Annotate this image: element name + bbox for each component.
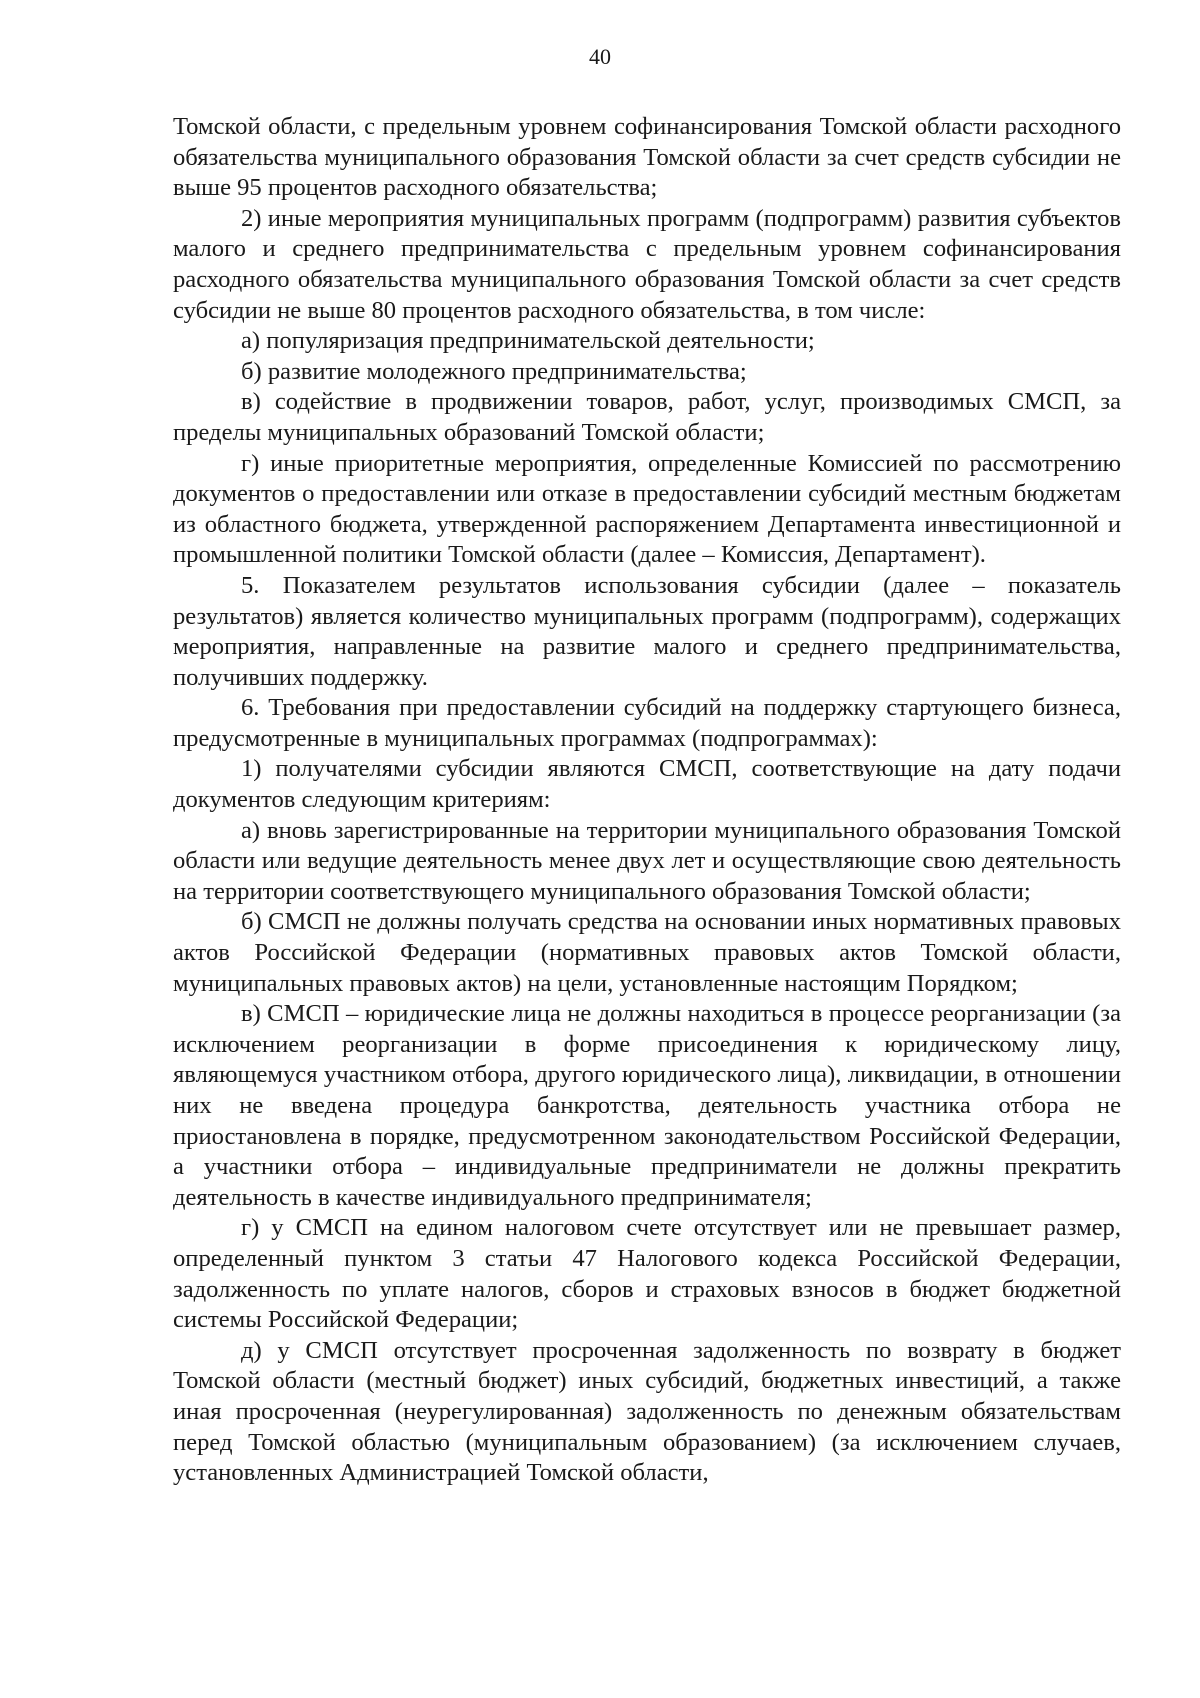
paragraph: 2) иные мероприятия муниципальных программ (подпрограмм) развития субъектов малого и среднего предпринимательства с предельным уровнем софинансирования расходного обязательства муниципального образования Томской области за счет средств субсидии не выше 80 процентов расходного обязательства, в том числе: (173, 204, 1121, 324)
paragraph: 1) получателями субсидии являются СМСП, соответствующие на дату подачи документов следующим критериям: (173, 755, 1121, 814)
paragraph: в) СМСП – юридические лица не должны находиться в процессе реорганизации (за исключением реорганизации в форме присоединения к юридическому лицу, являющемуся участником отбора, другого юридического лица), ликвидации, в отношении них не введена процедура банкротства, деятельность участника отбора не приостановлена в порядке, предусмотренном законодательством Российской Федерации, а участники отбора – индивидуальные предприниматели не должны прекратить деятельность в качестве индивидуального предпринимателя; (173, 1000, 1121, 1211)
paragraph: в) содействие в продвижении товаров, работ, услуг, производимых СМСП, за пределы муниципальных образований Томской области; (173, 388, 1121, 446)
document-body (173, 112, 1121, 1489)
paragraph: а) популяризация предпринимательской деятельности; (241, 327, 815, 355)
page-number: 40 (589, 44, 611, 69)
paragraph: д) у СМСП отсутствует просроченная задолженность по возврату в бюджет Томской области (местный бюджет) иных субсидий, бюджетных инвестиций, а также иная просроченная (неурегулированная) задолженность по денежным обязательствам перед Томской областью (муниципальным образованием) (за исключением случаев, установленных Администрацией Томской области, (173, 1336, 1121, 1487)
paragraph: г) у СМСП на едином налоговом счете отсутствует или не превышает размер, определенный пунктом 3 статьи 47 Налогового кодекса Российской Федерации, задолженность по уплате налогов, сборов и страховых взносов в бюджет бюджетной системы Российской Федерации; (173, 1214, 1121, 1334)
paragraph: 6. Требования при предоставлении субсидий на поддержку стартующего бизнеса, предусмотренные в муниципальных программах (подпрограммах): (173, 694, 1121, 752)
paragraph: г) иные приоритетные мероприятия, определенные Комиссией по рассмотрению документов о предоставлении или отказе в предоставлении субсидий местным бюджетам из областного бюджета, утвержденной распоряжением Департамента инвестиционной и промышленной политики Томской области (далее – Комиссия, Департамент). (173, 449, 1121, 569)
paragraph: 5. Показателем результатов использования субсидии (далее – показатель результатов) является количество муниципальных программ (подпрограмм), содержащих мероприятия, направленные на развитие малого и среднего предпринимательства, получивших поддержку. (173, 571, 1121, 691)
paragraph: б) СМСП не должны получать средства на основании иных нормативных правовых актов Российской Федерации (нормативных правовых актов Томской области, муниципальных правовых актов) на цели, установленные настоящим Порядком; (173, 908, 1121, 997)
paragraph: а) вновь зарегистрированные на территории муниципального образования Томской области или ведущие деятельность менее двух лет и осуществляющие свою деятельность на территории соответствующего муниципального образования Томской области; (173, 816, 1121, 905)
paragraph: Томской области, с предельным уровнем софинансирования Томской области расходного обязательства муниципального образования Томской области за счет средств субсидии не выше 95 процентов расходного обязательства; (173, 113, 1121, 202)
paragraph: б) развитие молодежного предпринимательства; (241, 357, 747, 385)
